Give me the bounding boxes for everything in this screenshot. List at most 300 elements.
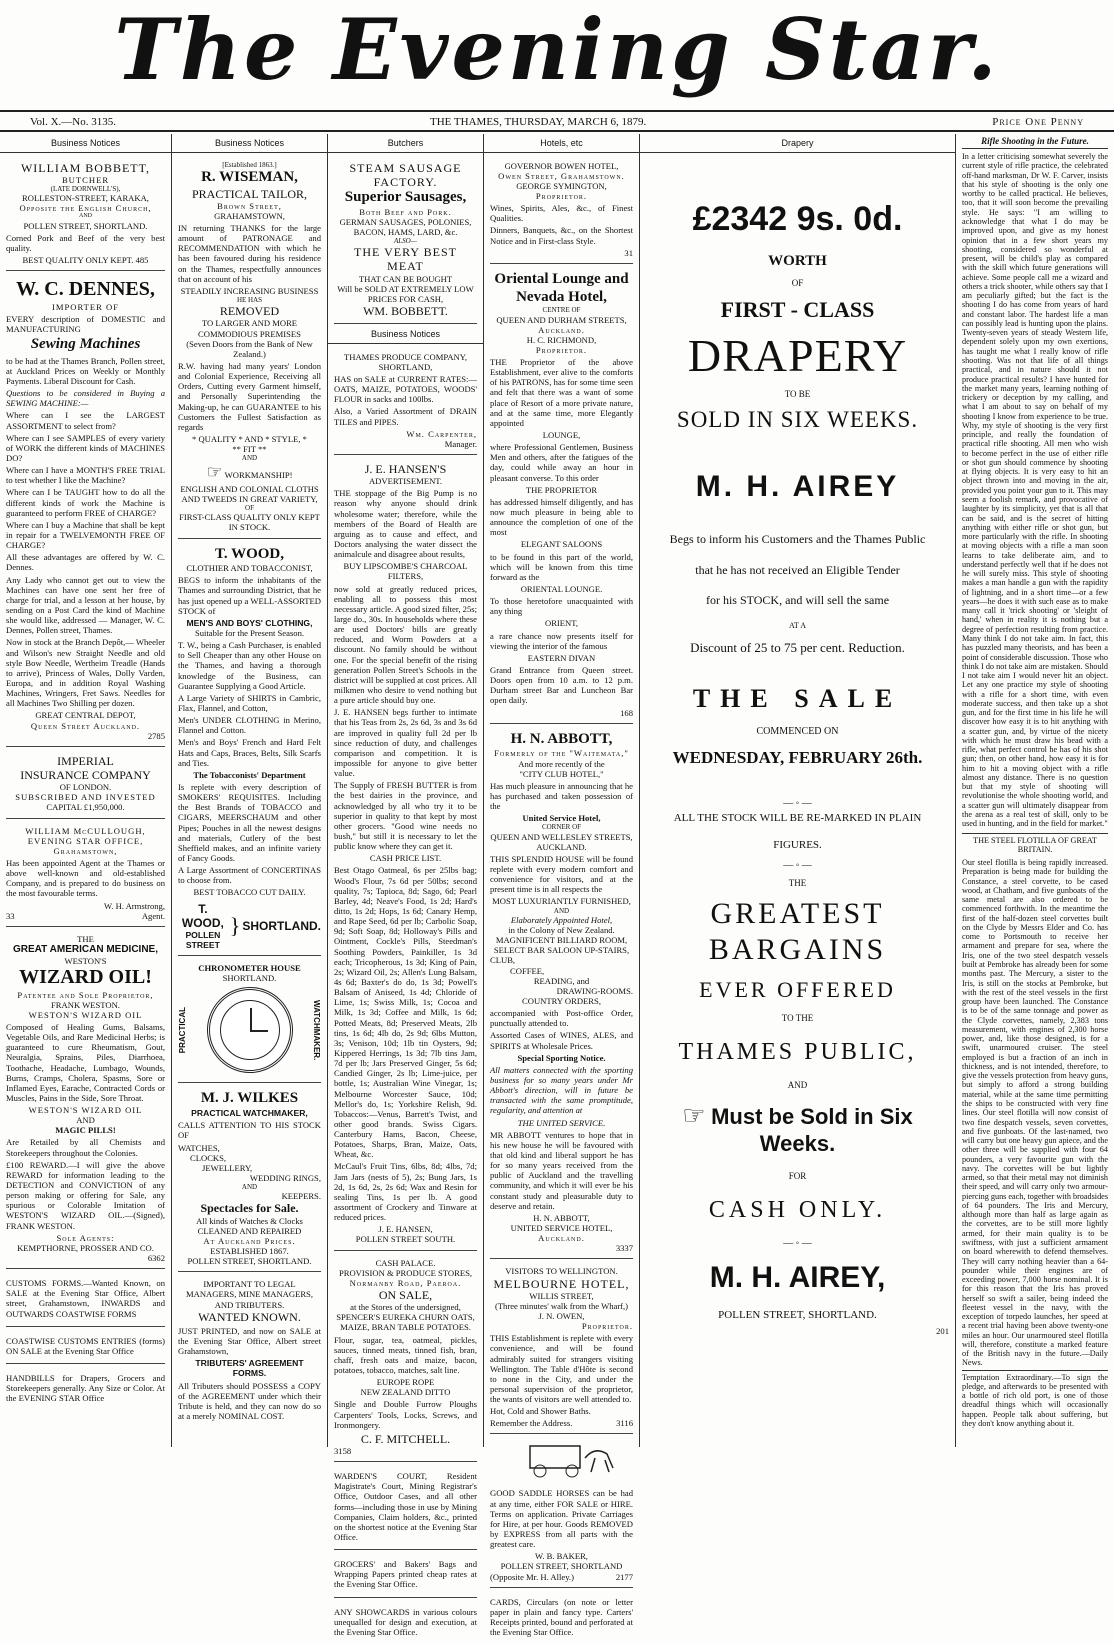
article-title: THE STEEL FLOTILLA OF GREAT BRITAIN.: [962, 833, 1108, 855]
section-header: Drapery: [640, 136, 955, 153]
ad-line: AND: [241, 454, 258, 463]
ad-line: BUTCHER: [61, 174, 110, 185]
ad-signature: WM. BOBBETT.: [363, 304, 448, 319]
ad-body: Dinners, Banquets, &c., on the Shortest Notice and in First-class Style.: [490, 225, 633, 246]
ad-number: 201: [936, 1326, 949, 1337]
ad-line: ALL THE STOCK WILL BE RE-MARKED IN PLAIN: [673, 811, 922, 824]
ad-line: OF LONDON.: [59, 782, 112, 793]
ad-line: POLLEN STREET, SHORTLAND.: [187, 1256, 312, 1267]
ad-headline: CASH ONLY.: [708, 1196, 887, 1223]
ad-number: 3158: [334, 1446, 352, 1457]
ad-wood: [178, 542, 321, 957]
ad-name: W. C. DENNES,: [16, 278, 155, 301]
ad-body: a rare chance now presents itself for viewing the interior of the famous: [490, 630, 633, 651]
ad-body: Best Otago Oatmeal, 6s per 25lbs bag; Wood's Flour, 7s 6d per 50lbs; second quality, 7s; Tapioca, 8d; Sago, 6d; Pearl Barley, 4d; Neave's Food, 1s 2d; Hard's ditto, 1s 2d; Hops, 1s 6d; Canary Hemp, and Rape Seed, 6d per lb; Carbolic Soap, 9d; Soft Soap, 8d; Holloway's Pills and Ointment, Cockle's Pills, Steedman's Soothing Powders, Painkiller, 1s 3d each; Tricopherous, 1s 3d; King of Pain, 2s; Wizard Oil, 2s; Allen's Lung Balsam, 4s 6d; Baxter's do do, 1s 3d; Powell's Balsam of Aniseed, 1s 4d; Chloride of Lime, 1s; Swiss Milk, 1s; Cocoa and Milk, 1s 3d; Coffee and Milk, 1s 6d; Potted Meats, 8d; Preserved Meats, 2lb tins, 1s 6d; 4lb do, 2s 9d; 6lbs Mutton, 3s; Venison, 10d; 1lb tin Oysters, 9d; Kippered Herrings, 1s 3d; 7lb tins Jam, 7d per lb; Jars Preserved Ginger, 5s 6d; Candied Ginger, 2s lb; Lime-juice, per bottle, 1s; Australian Wine Vinegar, 1s; Melbourne Worcester Sauce, 10d; Mellor's do, 1s; Yorkshire Relish, 9d. Tobaccos:—Venus, Barrett's Twist, and other good brands. Swiss Cigars. Canterbury Hams, Bacon, Cheese, Potatoes, Sharps, Bran, Maize, Oats, Wheat, &c.: [334, 865, 477, 1160]
ad-line: WATCHES,: [178, 1142, 220, 1153]
ad-line: POLLEN STREET, SHORTLAND: [500, 1561, 623, 1572]
ad-headline: CHRONOMETER HOUSE: [198, 963, 301, 974]
ad-body: Men's and Boys' French and Hard Felt Hats and Caps, Braces, Belts, Silk Scarfs and Ties.: [178, 737, 321, 768]
ad-line: FOR: [788, 1171, 807, 1182]
ad-body: Any Lady who cannot get out to view the Machines can have one sent her free of charge for trial, and a lesson at her house, by sending on a Post Card the kind of Machine she would like, addressed — Manager, W. C. Dennes, Pollen street, Thames.: [6, 574, 165, 636]
ad-headline: WEDNESDAY, FEBRUARY 26th.: [672, 748, 923, 768]
ad-line: (Three minutes' walk from the Wharf,): [494, 1300, 629, 1311]
ad-line: AND: [79, 213, 92, 220]
ad-body: to be found in this part of the world, which will be known from this time forward as the: [490, 551, 633, 582]
ad-line: "CITY CLUB HOTEL,": [519, 768, 604, 779]
ad-line: ** FIT **: [232, 444, 267, 455]
ad-line: At Auckland Prices.: [203, 1235, 296, 1246]
ad-line: PRACTICAL: [178, 1007, 187, 1054]
ad-line: CAPITAL £1,950,000.: [46, 802, 125, 813]
ad-body: Where can I see SAMPLES of every variety of WORK the different kinds of MACHINES DO?: [6, 432, 165, 464]
ad-line: PRACTICAL WATCHMAKER,: [191, 1108, 308, 1119]
ad-line: TO LARGER AND MORE COMMODIOUS PREMISES: [198, 318, 301, 339]
article-body: In a letter criticising somewhat severely the current style of rifle practice, the celebrated off-hand marksman, Dr W. F. Carver, insists that his style of shooting is the only one worthy to be called practical. He believes, too, that it will soon become the prevailing style. He says: "I am willing to acknowledge that what I do may be improved upon, and give as my honest opinion that in a few short years my shooting, considered so wonderful at present, will be child's play as compared with the skill which future generations will achieve. Some people call me a wizard and others a trick shooter, while others say that I am peculiarly gifted; but the fact is the shooting I do has come from years of hard and constant labor. The hardest life a man can possibly lead is hunting upon the plains. Twenty-seven years of steady Western life, dependent solely upon my own exertions, has taught me what I really know of rifle shooting. Was not that life of all things practical, and in nature should it not produce practical results? I have hunted for the market many years, learning nothing of trickery or deception by my calling, and what I am about to say on behalf of my shooting I know from experience to be true. Why, my style of shooting is the very first principle, and really the foundation of practical rifle shooting. All men who wish to become perfect in the use of either rifle or shot gun should commence by shooting at flying objects. It is very easy to hit an object thrown into and moving in the air, provided you point your gun to it. This may seem a foolish remark, and provocative of laughter by its simplicity, yet that is all that can be said, and is the secret of hitting anything with either rifle or shot gun, but more particularly with the rifle. In shooting at moving objects with a rifle a man soon learns to take deliberate aim, and to understand perfectly well that if he does not he will surely miss. This style of shooting makes a man handle a gun with the rapidity of lightning, and in a short time—or a few years—he does it with such ease as to make many call it 'trick shooting' or 'sleight of hand,' when in reality it is nothing but a degree of perfection resulting from practice. Many think I do not take aim. In fact, this has puzzled many theorists, and has been a point of considerable discussion. Those who think I do not take aim are mistaken. Should I not take aim I would never hit an object. Let any one practice my style of shooting with a rifle for a short time, with even moderate success, and then take up a shot gun, and for the first time in his life he will discover how easy it is to hit anything with a scatter gun, and, by virtue of the nicety with which he must draw his bead with a rifle, what perfect control he has of his shot gun; then, on other hand, how easy it is for him to hit a moving object with a rifle almost any distance. There is no question but that my style of shooting will revolutionise the whole shooting world, and a scatter gun will ultimately disappear from the arena as a real test of skill, only to be used in hunting, and in the field for market.": [962, 152, 1108, 829]
ad-body: Men's UNDER CLOTHING in Merino, Flannel and Cotton.: [178, 715, 321, 736]
ad-line: MOST LUXURIANTLY FURNISHED,: [492, 896, 631, 907]
ad-line: COFFEE,: [510, 965, 545, 976]
ad-line: CORNER OF: [541, 823, 582, 832]
ad-chronometer: [178, 959, 321, 1083]
ad-line: MAGNIFICENT BILLIARD ROOM,: [495, 935, 628, 946]
ad-body: Composed of Healing Gums, Balsams, Vegetable Oils, and Rare Medicinal Herbs; is guaranteed to cure Rheumatism, Gout, Neuralgia, Sprains, Piles, Diarrhoea, Toothache, Headache, Lumbago, Wounds, Burns, Cramps, Cholera, Spasms, Sore or Inflamed Eyes, Earache, Contracted Cords or Muscles, Pains in the Side, Sore Throat.: [6, 1021, 165, 1103]
ad-line: KEMPTHORNE, PROSSER AND CO.: [17, 1242, 154, 1253]
ad-line: PRICES FOR CASH,: [367, 293, 444, 304]
ad-headline: THE SALE: [692, 683, 903, 713]
volume-number: Vol. X.—No. 3135.: [30, 116, 116, 128]
ad-body: T. W., being a Cash Purchaser, is enabled to Sell Cheaper than any other House on the Thames, and having a thorough knowledge of the Business, can Guarantee Supplying a Good Article.: [178, 640, 321, 691]
ad-body: EVERY description of DOMESTIC and MANUFACTURING: [6, 313, 165, 334]
ad-body: £100 REWARD.—I will give the above REWARD for information leading to the DETECTION and CONVICTION of any person making or offering for Sale, any spurious or Colorable Imitation of WESTON'S WIZARD OIL.—(Signed), FRANK WESTON.: [6, 1159, 165, 1231]
masthead: [0, 0, 1114, 108]
ad-body: R.W. having had many years' London and Colonial Experience, Receiving all Orders, Cutting every Garment himself, and Personally Superintending the Making-up, he can GUARANTEE to his Customers the Fullest Satisfaction as regards: [178, 360, 321, 432]
sale-amount: £2342 9s. 0d.: [692, 199, 903, 238]
ad-warden: [334, 1465, 477, 1550]
ad-line: H. C. RICHMOND,: [526, 334, 597, 345]
ad-line: Brown Street,: [217, 200, 282, 211]
ad-line: (Opposite Mr. H. Alley.): [490, 1571, 574, 1582]
article-body: Our steel flotilla is being rapidly increased. Preparation is being made for building the Constance, a steel corvette, to be cased wood, at Chatham, and five gunboats of the same metal are also ordered to be commenced forthwith. In the meantime the first of the half-dozen steel corvettes built on the Clyde by Messrs Elder and Co. has come to Portsmouth to receive her armament and prepare for sea, where the Iris, one of the two steel despatch vessels built at Pembroke has already been for some months past. The Mercury, a sister to the Iris, is still on the stocks at Pembroke, but with the rest of the steel vessels in the first group have been launched. The Constance is to be of the same tonnage and power as the Clyde corvettes, namely, 2,383 tons measurement, with engines of 2,300 horse power, and, like those designed, is for a swift, unarmoured cruiser. The steel employed is but a fraction of an inch in thickness, and is not intended, therefore, to give the vessels protection from heavy guns, but simply to afford a strong building material, while at the same time permitting the ships to be constructed with very fine lines. Our steel flotilla will now consist of two fine despatch vessels, seven corvettes, and five gunboats. Of the last-named, two will carry but one heavy gun apiece, and the other three will be supplied with four 64 pounders, a very favourite gun with the navy. The corvettes will be but lightly armed, so that their metal may not diminish their speed, and will carry only two armour-piercing guns each, together with broadsides of 64 pounders. The Iris and Mercury, although more than half as large again as the corvettes, are to be still more lightly armed, for their main quality is to be swiftness, with just a sufficient armament on board wherewith to defend themselves. They will carry nothing heavier than a 64-pounder while their engines are of exceeding power, 7,000 horse nominal. It is for this reason that the Iris has proved herself so swift a sailer, being indeed the fleetest vessel in the navy, with the exception of torpedo launches, her speed at a recent trial having been above twenty-one miles an hour. Our unarmoured steel flotilla will, therefore, constitute a marked feature of the British navy in the future.—Daily News.: [962, 858, 1108, 1368]
ad-abbott: [490, 727, 633, 1260]
ad-line: GERMAN SAUSAGES, POLONIES,: [339, 216, 472, 227]
ad-line: Proprietor.: [535, 191, 588, 202]
ad-line: FIRST-CLASS QUALITY ONLY KEPT IN STOCK.: [179, 512, 320, 533]
ad-headline: CASH PALACE.: [375, 1257, 436, 1268]
ad-number: 2785: [147, 730, 165, 741]
ad-wilkes: [178, 1086, 321, 1272]
ad-body: Wines, Spirits, Ales, &c., of Finest Qualities.: [490, 203, 633, 224]
ad-line: * QUALITY * AND * STYLE, *: [192, 433, 307, 444]
ad-name: WILLIAM McCULLOUGH,: [25, 825, 146, 836]
ad-body: now sold at greatly reduced prices, enabling all to possess this most necessary article. A good sized filter, 25s; large do., 30s. In households where these are used Doctors' bills are greatly reduced, and Worm Powders at a discount. No family should be without one. For the special benefit of the rising generation Pollen Street's Schools in the district will be supplied at cost prices. All milkmen who desire to vend nothing but a pure article should buy one.: [334, 583, 477, 706]
ad-line: BACON, HAMS, LARD, &c.: [353, 226, 458, 237]
ad-body: Is replete with every description of SMOKERS' REQUISITES. Including the Best Brands of TOBACCO and CIGARS, MEERSCHAUM and other Pipes; Pouches in all the newest designs and materials, Cutlery of the best Sheffield makes, and an infinite variety of Fancy Goods.: [178, 782, 321, 863]
ad-wizard-oil: [6, 930, 165, 1269]
ad-line: for his STOCK, and will sell the same: [705, 592, 890, 607]
section-header: Business Notices: [0, 136, 171, 153]
ad-line: THAT CAN BE BOUGHT: [358, 273, 453, 284]
ad-body: Where can I be TAUGHT how to do all the different kinds of work the Machine is guaranteed to perform FREE of CHARGE?: [6, 487, 165, 518]
ad-body: Has been appointed Agent at the Thames or above well-known and old-established Company, and is prepared to do business on the most favourable terms.: [6, 858, 165, 899]
ad-sausage-factory: [334, 157, 477, 325]
ad-bowen-hotel: [490, 157, 633, 264]
ad-line: CLOTHIER AND TOBACCONIST,: [186, 563, 313, 574]
pointing-hand-icon: ☞: [682, 1100, 706, 1130]
ad-line: All kinds of Watches & Clocks: [196, 1215, 303, 1226]
ad-headline: MAGIC PILLS!: [55, 1125, 116, 1136]
column-1: [0, 134, 172, 1447]
ad-signature: Wm. Carpenter,: [406, 428, 477, 439]
ad-line: COUNTRY ORDERS,: [522, 995, 601, 1006]
ad-line: (Seven Doors from the Bank of New Zealand.): [186, 338, 313, 359]
ad-body: accompanied with Post-office Order, punctually attended to.: [490, 1008, 633, 1029]
ad-body: THE Proprietor of the above Establishment, ever alive to the comforts of his PATRONS, has for some time seen and felt that there was a want of some place of Resort of a more private nature, and at the same time, more Elegantly appointed: [490, 357, 633, 428]
ad-body: Grand Entrance from Queen street. Doors open from 10 a.m. to 12 p.m. Durham street Bar and Luncheon Bar open daily.: [490, 665, 633, 706]
ad-body: CARDS, Circulars (on note or letter paper in plain and fancy type. Carters' Receipts printed, bound and perforated at the Evening Star Office.: [490, 1596, 633, 1638]
article-title: Rifle Shooting in the Future.: [962, 136, 1108, 149]
ad-line: EVENING STAR OFFICE,: [27, 835, 144, 846]
section-header: Business Notices: [172, 136, 327, 153]
ad-line: THAMES PRODUCE COMPANY, SHORTLAND,: [344, 351, 467, 372]
ad-line: THE UNITED SERVICE.: [517, 1117, 606, 1128]
ad-number: 168: [620, 707, 633, 718]
ad-line: AND: [787, 1079, 808, 1090]
ad-body: HAS on SALE at CURRENT RATES:— OATS, MAIZE, POTATOES, WOODS' FLOUR in sacks and 100lbs.: [334, 374, 477, 405]
ad-headline: MELBOURNE HOTEL,: [493, 1276, 630, 1291]
ad-line: PROVISION & PRODUCE STORES,: [338, 1267, 473, 1278]
ad-line: AT A: [789, 620, 806, 630]
ad-body: THE stoppage of the Big Pump is no reason why anyone should drink wholesome water; therefore, while the members of the Board of Health are arguing as to cause and effect, and Doctors analysing the water dissect the animalcule and disagree about results,: [334, 488, 477, 560]
ad-line: JEWELLERY,: [202, 1162, 253, 1173]
ad-line: SPENCER'S EUREKA CHURN OATS, MAIZE, BRAN TABLE POTATOES.: [336, 1312, 475, 1333]
ad-cash-palace: [334, 1254, 477, 1463]
ad-line: ORIENT,: [544, 618, 578, 629]
ad-line: IMPORTANT TO LEGAL MANAGERS, MINE MANAGERS, AND TRIBUTERS.: [185, 1279, 313, 1310]
ad-body: Where can I see the LARGEST ASSORTMENT to select from?: [6, 410, 165, 431]
ad-cards: [490, 1591, 633, 1644]
ad-mining-forms: [178, 1275, 321, 1428]
article-body: Temptation Extraordinary.—To sign the pledge, and afterwards to be presented with a bottle of rich old port, is one of those dreadful things which will occasionally happen. People talk about suffering, but they don't know anything about it.: [962, 1370, 1108, 1429]
ad-line: WESTON'S WIZARD OIL: [28, 1009, 143, 1020]
ad-signature: C. F. MITCHELL.: [360, 1431, 451, 1446]
ad-body: All these advantages are offered by W. C. Dennes.: [6, 552, 165, 573]
newspaper-title: The Evening Star.: [114, 0, 1000, 99]
ad-line: TO BE: [784, 389, 811, 400]
logo-line: SHORTLAND.: [242, 918, 321, 933]
ad-line: GREAT CENTRAL DEPOT,: [35, 710, 136, 721]
ad-line: OF: [245, 503, 254, 512]
columns: [0, 134, 1114, 1638]
ad-headline: Must be Sold in Six Weeks.: [711, 1103, 913, 1157]
ad-line: Discount of 25 to 75 per cent. Reduction.: [690, 640, 905, 656]
ad-line: that he has not received an Eligible Tender: [695, 562, 900, 577]
ad-headline: Sewing Machines: [30, 336, 141, 353]
ad-line: ESTABLISHED 1867.: [210, 1246, 289, 1257]
ad-line: GEORGE SYMINGTON,: [516, 180, 607, 191]
ad-body: IN returning THANKS for the large amount of PATRONAGE and RECOMMENDATION with which he has been favoured during his residence on the Thames, respectfully announces that on account of his: [178, 222, 321, 284]
ad-line: Opposite the English Church,: [19, 203, 152, 214]
ad-line: REMOVED: [219, 304, 280, 319]
ad-body: Also, a Varied Assortment of DRAIN TILES and PIPES.: [334, 406, 477, 427]
pointing-hand-icon: ☞: [206, 462, 223, 483]
ad-headline: GREATEST BARGAINS: [708, 897, 887, 966]
ad-line: Owen Street, Grahamstown.: [498, 170, 625, 181]
ad-line: Formerly of the "Waitemata,": [494, 748, 629, 759]
ad-line: ROLLESTON-STREET, KARAKA,: [22, 193, 149, 204]
ad-line: PRACTICAL TAILOR,: [191, 186, 308, 201]
ad-line: KEEPERS.: [281, 1191, 321, 1202]
ad-body: GOOD SADDLE HORSES can be had at any time, either FOR SALE or HIRE. Terms on application. Private Carriages for Hire, at per hour. Goods REMOVED by EXPRESS from all parts with the greatest care.: [490, 1488, 633, 1550]
ad-headline: WANTED KNOWN.: [198, 1309, 301, 1324]
ad-number: 485: [135, 254, 149, 265]
column-3: [328, 134, 484, 1637]
ad-line: Grahamstown,: [53, 845, 118, 856]
ad-line: Proprietor.: [581, 1321, 633, 1332]
ad-headline: Nevada Hotel,: [516, 288, 607, 305]
ad-headline: Special Sporting Notice.: [517, 1052, 606, 1063]
ad-number: 3337: [615, 1243, 633, 1254]
ad-line: GRAHAMSTOWN,: [214, 210, 285, 221]
ad-body: GROCERS' and Bakers' Bags and Wrapping Papers printed cheap rates at the Evening Star Office.: [334, 1559, 477, 1590]
ad-line: WILLIS STREET,: [529, 1290, 594, 1301]
ad-melbourne-hotel: [490, 1262, 633, 1434]
ad-line: VISITORS TO WELLINGTON.: [505, 1266, 618, 1277]
ad-line: POLLEN STREET, SHORTLAND.: [718, 1309, 877, 1322]
clock-icon: [207, 987, 293, 1073]
ad-line: Queen Street Auckland.: [30, 720, 141, 731]
ad-line: Suitable for the Present Season.: [194, 628, 305, 639]
ad-number: 2177: [615, 1571, 633, 1582]
ad-body: ANY SHOWCARDS in various colours unequalled for design and execution, at the Evening Star Office.: [334, 1606, 477, 1637]
ad-body: HANDBILLS for Drapers, Grocers and Storekeepers generally. Any Size or Color. At the EVENING STAR Office: [6, 1373, 165, 1404]
ad-line: AND: [553, 906, 570, 915]
ad-line: WESTON'S WIZARD OIL: [28, 1105, 143, 1116]
ad-line: Elaborately Appointed Hotel,: [510, 914, 613, 925]
ad-handbills: [6, 1367, 165, 1410]
column-articles: [956, 134, 1114, 1447]
ad-coastwise: [6, 1330, 165, 1364]
ad-oriental-lounge: [490, 267, 633, 724]
ad-headline: SOLD IN SIX WEEKS.: [676, 406, 919, 432]
ad-line: READING, and: [533, 975, 590, 986]
ad-headline: FIRST - CLASS: [720, 297, 875, 323]
ad-line: Remember the Address.: [490, 1418, 573, 1429]
ad-line: IMPERIAL: [57, 753, 114, 768]
ad-body: BEGS to inform the inhabitants of the Thames and surrounding District, that he has just opened up a WELL-ASSORTED STOCK of: [178, 575, 321, 616]
ad-body: CUSTOMS FORMS.—Wanted Known, on SALE at the Evening Star Office, Albert street, Grahamstown, INWARDS and OUTWARDS COASTWISE FORMS: [6, 1278, 165, 1319]
ad-line: CASH PRICE LIST.: [369, 853, 442, 864]
ad-insurance: [6, 750, 165, 819]
logo-line: T. WOOD,: [181, 901, 224, 930]
ad-body: Has much pleasure in announcing that he has purchased and taken possession of the: [490, 780, 633, 812]
ad-line: And more recently of the: [518, 758, 605, 769]
ad-headline: GREAT AMERICAN MEDICINE,: [13, 943, 158, 955]
ad-body: has addressed himself diligently, and has now much pleasure in being able to announce the completion of one of the most: [490, 496, 633, 538]
ad-line: Auckland.: [538, 1233, 585, 1244]
ad-headline: Superior Sausages,: [344, 188, 467, 205]
brace-icon: }: [229, 912, 241, 938]
ad-headline: GOVERNOR BOWEN HOTEL,: [504, 160, 619, 171]
ad-line: in the Colony of New Zealand.: [508, 925, 615, 935]
ad-headline: ON SALE,: [378, 1288, 433, 1303]
ad-line: WATCHMAKER.: [312, 1000, 321, 1061]
ad-line: (LATE DORNWELL'S),: [50, 184, 121, 193]
ad-body: McCaul's Fruit Tins, 6lbs, 8d; 4lbs, 7d; Jam Jars (nests of 5), 2s; Bung Jars, 1s 2d, 1s 6d, 2s, 2s 6d; Wax and Resin for sealing Tins, 1s per lb. A good assortment of Crockery and Tinware at reduced prices.: [334, 1161, 477, 1223]
ad-body: THIS SPLENDID HOUSE will be found replete with every modern comfort and convenience for visitors, and at the present time is in all respects the: [490, 853, 633, 895]
wood-logo: [178, 902, 321, 951]
ad-hansen: [334, 458, 477, 1251]
logo-line: POLLEN STREET: [185, 929, 221, 950]
ad-line: BUY LIPSCOMBE'S CHARCOAL FILTERS,: [343, 561, 468, 582]
ad-line: LOUNGE,: [542, 430, 581, 441]
ad-line: WEDDING RINGS,: [249, 1172, 321, 1183]
section-header: Butchers: [328, 136, 483, 153]
ad-line: POLLEN STREET SOUTH.: [355, 1234, 456, 1245]
column-drapery: Drapery £2342 9s. 0d. WORTH OF FIRST - CLASS DRAPERY TO BE SOLD IN SIX WEEKS. M. H. AIREY Begs to inform his Customers and the Thames Public that he has not received an Eligible Tender for his STOCK, and will sell the same AT A Discount of 25 to 75 per cent. Reduction. THE SALE COMMENCED ON WEDNESDAY, FEBRUARY 26th. — ◦ — ALL THE STOCK WILL BE RE-MARKED IN PLAIN FIGURES. — ◦ — THE GREATEST BARGAINS EVER OFFERED TO THE THAMES PUBLIC, AND ☞ Must be Sold in Six Weeks. FOR CASH ONLY. — ◦ — M. H. AIREY, POLLEN STREET, SHORTLAND. 201: [640, 134, 956, 1447]
ad-line: Agent.: [141, 910, 165, 921]
ad-customs: [6, 1272, 165, 1327]
ad-name: R. WISEMAN,: [201, 168, 298, 185]
ad-headline: TRIBUTERS' AGREEMENT FORMS.: [195, 1358, 304, 1379]
ad-line: Both Beef and Pork.: [359, 206, 452, 217]
ad-line: IMPORTER OF: [51, 301, 120, 312]
ad-line: ENGLISH AND COLONIAL CLOTHS AND TWEEDS IN GREAT VARIETY,: [180, 483, 319, 504]
ad-line: DRAWING-ROOMS.: [556, 985, 633, 996]
ad-line: FIGURES.: [773, 838, 822, 851]
ad-mccullough: [6, 822, 165, 927]
ad-line: QUEEN AND DURHAM STREETS,: [496, 314, 627, 325]
ad-body: Corned Pork and Beef of the very best quality.: [6, 232, 165, 253]
ad-line: EUROPE ROPE: [376, 1377, 435, 1388]
column-2: [172, 134, 328, 1447]
ad-headline: United Service Hotel,: [522, 813, 601, 824]
ad-line: Patentee and Sole Proprietor,: [17, 989, 154, 1000]
ad-line: at the Stores of the undersigned,: [350, 1302, 461, 1313]
ad-line: AND: [76, 1115, 95, 1126]
ad-body: Assorted Cases of WINES, ALES, and SPIRITS at Wholesale Prices.: [490, 1030, 633, 1051]
ad-baker: [490, 1482, 633, 1587]
ad-body: where Professional Gentlemen, Business Men and others, after the fatigues of the day, could while away an hour in pleasant converse. To this order: [490, 442, 633, 483]
ad-line: FRANK WESTON.: [51, 999, 120, 1010]
ad-line: COMMENCED ON: [756, 726, 839, 738]
ad-body: to be had at the Thames Branch, Pollen street, at Auckland Prices on Weekly or Monthly Payments. Liberal Discount for Cash.: [6, 355, 165, 387]
ad-line: STEADILY INCREASING BUSINESS: [180, 285, 319, 296]
ad-body: Questions to be considered in Buying a SEWING MACHINE:—: [6, 388, 165, 409]
ad-number: 3116: [616, 1418, 633, 1429]
ad-body: Now in stock at the Branch Depôt,— Wheeler and Wilson's new Straight Needle and old style Bow Needle, Wertheim Treadle (Hands to arrive), Princess of Wales, Dolly Varden, Europa, and in addition Royal Washing Machines, Wringers, Fret Saws. Needles for all Machines Two Shilling per dozen.: [6, 637, 165, 709]
ad-grocers: [334, 1553, 477, 1597]
ad-body: WARDEN'S COURT, Resident Magistrate's Court, Mining Registrar's Office, Outdoor Cases, and all other forms—including those in use by Mining Companies, Claim holders, &c., printed on the shortest notice at the Evening Star Office.: [334, 1471, 477, 1543]
ad-line: THE PROPRIETOR: [525, 484, 598, 495]
ad-signature: W. B. BAKER,: [535, 1551, 588, 1562]
ad-bobbett: [6, 157, 165, 271]
ad-body: Where can I have a MONTH'S FREE TRIAL to test whether I like the Machine?: [6, 465, 165, 486]
ad-line: CLOCKS,: [190, 1152, 227, 1163]
ad-line: NEW ZEALAND DITTO: [360, 1387, 451, 1398]
ad-line: Normanby Road, Paeroa.: [349, 1277, 462, 1288]
ad-line: Proprietor.: [535, 344, 588, 355]
ad-signature: J. E. HANSEN,: [378, 1224, 433, 1235]
ad-line: BEST TOBACCO CUT DAILY.: [193, 887, 306, 898]
ad-line: THE: [788, 877, 807, 888]
ad-line: WESTON'S: [64, 955, 107, 966]
ad-body: JUST PRINTED, and now on SALE at the Evening Star Office, Albert street Grahamstown,: [178, 1325, 321, 1357]
ad-line: HE HAS: [236, 295, 263, 304]
ad-headline: H. N. ABBOTT,: [510, 730, 613, 747]
ad-showcards: [334, 1601, 477, 1644]
ad-line: SUBSCRIBED AND INVESTED: [15, 792, 156, 803]
ad-headline: STEAM SAUSAGE FACTORY.: [349, 160, 462, 189]
ad-number: 31: [624, 247, 633, 258]
ad-signature: W. H. Armstrong,: [103, 900, 165, 911]
ad-line: OF: [791, 278, 804, 289]
ad-line: QUEEN AND WELLESLEY STREETS,: [490, 831, 633, 842]
ad-name: M. H. AIREY,: [709, 1260, 886, 1294]
ad-line: ADVERTISEMENT.: [368, 476, 443, 487]
ad-line: ELEGANT SALOONS: [520, 539, 603, 550]
ad-line: ALSO—: [394, 237, 417, 246]
dateline: [0, 110, 1114, 132]
ad-number: 6362: [147, 1253, 165, 1264]
coach-illustration: [490, 1438, 633, 1478]
ad-line: POLLEN STREET, SHORTLAND.: [23, 220, 148, 231]
ad-name: M. H. AIREY: [695, 469, 900, 503]
ad-body: Where can I buy a Machine that shall be kept in repair for a TWELVEMONTH FREE OF CHARGE?: [6, 519, 165, 551]
ad-body: THIS Establishment is replete with every convenience, and will be found admirably suited for strangers visiting Wellington. The Table d'Hôte is second to none in the City, and under the personal supervision of the proprietor, the wants of visitors are well attended to.: [490, 1333, 633, 1405]
column-4: [484, 134, 640, 1638]
ad-line: Auckland.: [538, 324, 585, 335]
ad-headline: WIZARD OIL!: [19, 965, 152, 988]
ad-line: SHORTLAND.: [222, 973, 277, 984]
ad-headline: Spectacles for Sale.: [200, 1201, 299, 1216]
ad-body: Are Retailed by all Chemists and Storekeepers throughout the Colonies.: [6, 1137, 165, 1158]
ad-name: WILLIAM BOBBETT,: [20, 160, 151, 175]
ad-line: UNITED SERVICE HOTEL,: [510, 1222, 613, 1233]
ad-body: To those heretofore unacquainted with any thing: [490, 596, 633, 617]
price: Price One Penny: [992, 116, 1084, 128]
ad-headline: THAMES PUBLIC,: [678, 1038, 917, 1065]
ad-produce: [334, 348, 477, 455]
ad-signature: H. N. ABBOTT,: [533, 1212, 590, 1223]
ad-line: TO THE: [781, 1012, 814, 1023]
ad-line: WORKMANSHIP!: [224, 470, 293, 481]
ad-line: CENTRE OF: [542, 306, 581, 315]
ad-headline: Oriental Lounge and: [494, 270, 629, 287]
ad-body: A Large Variety of SHIRTS in Cambric, Flax, Flannel, and Cotton,: [178, 692, 321, 714]
ad-line: ORIENTAL LOUNGE.: [520, 584, 603, 595]
ad-body: A Large Assortment of CONCERTINAS to choose from.: [178, 865, 321, 886]
ad-line: CLUB,: [490, 955, 516, 966]
ad-body: Single and Double Furrow Ploughs Carpenters' Tools, Locks, Screws, and Ironmongery.: [334, 1399, 477, 1430]
ad-wiseman: [178, 157, 321, 539]
section-header: Hotels, etc: [484, 136, 639, 153]
ad-headline: J. E. HANSEN'S: [364, 462, 447, 477]
ad-line: THE: [77, 933, 94, 944]
ad-body: All matters connected with the sporting business for so many years under Mr Abbott's direction, will in future be transacted with the same promptitude, regularity, and attention at: [490, 1064, 633, 1116]
section-header: Business Notices: [328, 327, 483, 344]
ad-line: Begs to inform his Customers and the Thames Public: [669, 532, 926, 547]
ad-body: The Supply of FRESH BUTTER is from the best dairies in the province, and acknowledged by all who try it to be superior in quality to that kept by most other grocers. "Good wine needs no bush," but still it is necessary to let the public know where they can get it.: [334, 780, 477, 852]
place-date: THE THAMES, THURSDAY, MARCH 6, 1879.: [430, 116, 647, 128]
ad-headline: The Tobacconists' Department: [193, 769, 306, 780]
ad-body: Hot, Cold and Shower Baths.: [490, 1406, 591, 1417]
ad-line: Sole Agents:: [56, 1232, 115, 1243]
ad-name: T. WOOD,: [214, 545, 285, 562]
ad-line: Manager.: [444, 438, 477, 449]
ad-line: J. N. OWEN,: [538, 1310, 585, 1321]
ad-body: Flour, sugar, tea, oatmeal, pickles, sauces, tinned meats, tinned fish, bran, chaff, fresh oats and maize, bacon, potatoes, tobacco, matches, salt line.: [334, 1334, 477, 1376]
ad-line: EASTERN DIVAN: [527, 652, 596, 663]
